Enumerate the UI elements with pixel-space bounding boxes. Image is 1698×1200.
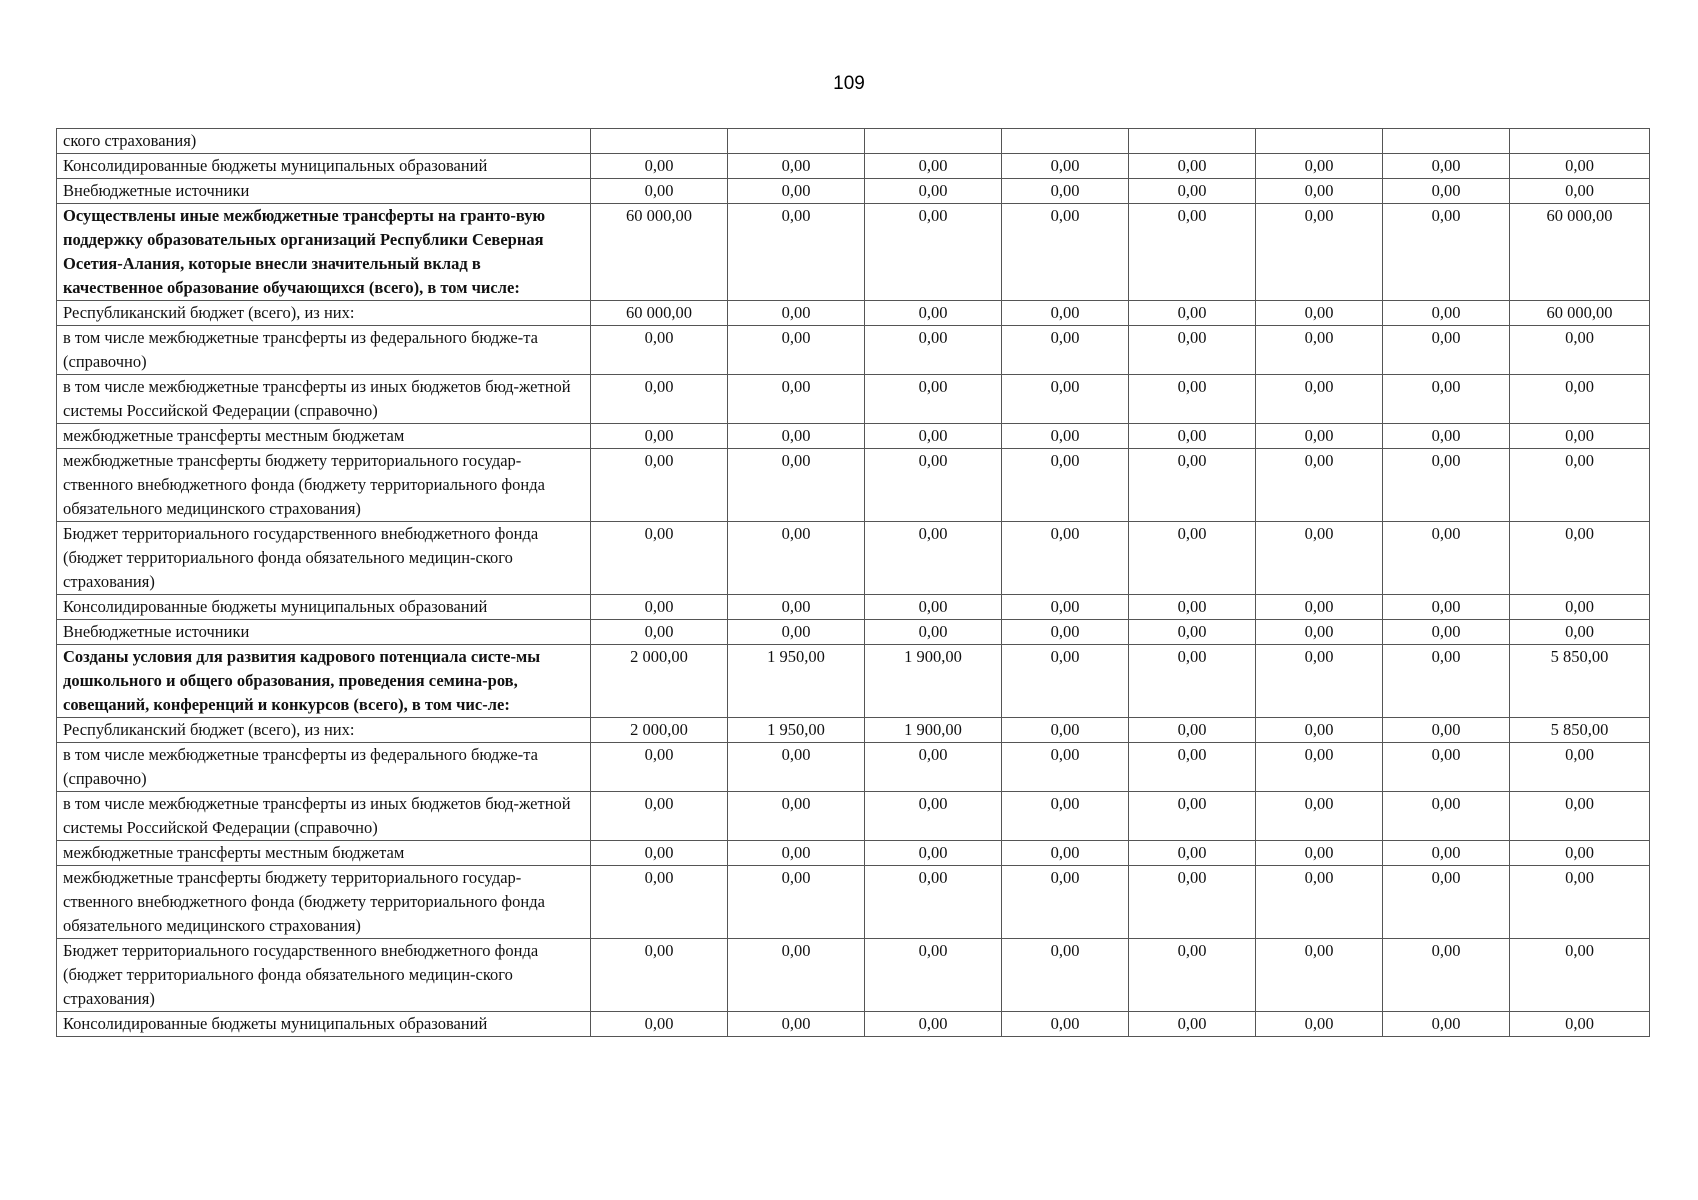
row-value: 0,00	[1510, 424, 1650, 449]
row-value: 0,00	[1256, 1012, 1383, 1037]
row-value: 0,00	[1002, 866, 1129, 939]
table-row	[57, 645, 1650, 718]
row-value: 0,00	[865, 792, 1002, 841]
row-value: 0,00	[1383, 424, 1510, 449]
row-value	[728, 129, 865, 154]
row-value: 0,00	[1129, 375, 1256, 424]
table-row	[57, 129, 1650, 154]
row-value: 0,00	[1002, 204, 1129, 301]
row-value: 0,00	[1129, 595, 1256, 620]
table-row	[57, 866, 1650, 939]
row-value: 0,00	[728, 301, 865, 326]
table-row	[57, 841, 1650, 866]
row-value: 0,00	[865, 326, 1002, 375]
row-value: 1 950,00	[728, 718, 865, 743]
row-value: 0,00	[1383, 792, 1510, 841]
budget-table-body	[57, 129, 1650, 1037]
row-value: 0,00	[1510, 743, 1650, 792]
row-value: 0,00	[728, 620, 865, 645]
row-value: 0,00	[1383, 301, 1510, 326]
row-value: 0,00	[1129, 424, 1256, 449]
row-value: 0,00	[1256, 841, 1383, 866]
row-value: 0,00	[728, 424, 865, 449]
row-value: 0,00	[1383, 866, 1510, 939]
budget-table	[56, 128, 1650, 1037]
row-value: 0,00	[865, 743, 1002, 792]
row-value: 0,00	[591, 792, 728, 841]
row-label: ского страхования)	[57, 129, 591, 154]
row-label: Созданы условия для развития кадрового потенциала систе-мы дошкольного и общего образования, проведения семина-ров, совещаний, конференций и конкурсов (всего), в том чис-ле:	[57, 645, 591, 718]
row-value: 0,00	[865, 620, 1002, 645]
row-label: в том числе межбюджетные трансферты из иных бюджетов бюд-жетной системы Российской Федерации (справочно)	[57, 375, 591, 424]
row-value: 0,00	[1383, 326, 1510, 375]
row-value: 0,00	[1002, 375, 1129, 424]
table-row	[57, 301, 1650, 326]
row-value: 0,00	[591, 866, 728, 939]
row-value: 0,00	[1383, 1012, 1510, 1037]
row-value: 0,00	[865, 522, 1002, 595]
row-value: 0,00	[728, 522, 865, 595]
row-value: 0,00	[865, 1012, 1002, 1037]
row-value: 0,00	[1256, 939, 1383, 1012]
row-label: межбюджетные трансферты бюджету территориального государ-ственного внебюджетного фонда (бюджету территориального фонда обязательного медицинского страхования)	[57, 449, 591, 522]
row-value: 0,00	[1383, 179, 1510, 204]
row-value: 0,00	[591, 326, 728, 375]
row-value: 5 850,00	[1510, 718, 1650, 743]
row-value: 0,00	[1002, 645, 1129, 718]
row-value: 0,00	[1002, 301, 1129, 326]
row-value: 0,00	[1256, 645, 1383, 718]
table-row	[57, 1012, 1650, 1037]
row-value	[1256, 129, 1383, 154]
row-value: 0,00	[1510, 449, 1650, 522]
row-value: 0,00	[1510, 154, 1650, 179]
row-value: 0,00	[1129, 449, 1256, 522]
row-value: 0,00	[1510, 792, 1650, 841]
row-value: 0,00	[1129, 743, 1256, 792]
row-value: 0,00	[728, 792, 865, 841]
row-value: 0,00	[1383, 620, 1510, 645]
row-value: 0,00	[865, 424, 1002, 449]
row-value: 0,00	[728, 743, 865, 792]
row-value: 2 000,00	[591, 645, 728, 718]
row-value: 0,00	[1002, 1012, 1129, 1037]
row-value: 0,00	[865, 866, 1002, 939]
row-value: 5 850,00	[1510, 645, 1650, 718]
row-value: 0,00	[1002, 449, 1129, 522]
row-value: 0,00	[865, 841, 1002, 866]
row-value: 60 000,00	[591, 301, 728, 326]
row-value: 0,00	[1256, 301, 1383, 326]
table-row	[57, 792, 1650, 841]
row-value: 0,00	[591, 449, 728, 522]
table-row	[57, 204, 1650, 301]
row-value: 0,00	[1256, 375, 1383, 424]
row-value: 1 900,00	[865, 718, 1002, 743]
row-value: 0,00	[591, 595, 728, 620]
row-value: 0,00	[1002, 179, 1129, 204]
row-value: 0,00	[1256, 424, 1383, 449]
row-value: 0,00	[1383, 522, 1510, 595]
row-value: 0,00	[1129, 866, 1256, 939]
row-value: 0,00	[1002, 595, 1129, 620]
row-value: 0,00	[591, 620, 728, 645]
row-value: 0,00	[865, 449, 1002, 522]
table-row	[57, 375, 1650, 424]
row-value: 0,00	[591, 154, 728, 179]
row-value: 0,00	[1510, 179, 1650, 204]
row-value: 0,00	[1129, 1012, 1256, 1037]
row-value: 0,00	[591, 424, 728, 449]
row-value	[1002, 129, 1129, 154]
table-row	[57, 939, 1650, 1012]
row-value: 0,00	[591, 841, 728, 866]
row-label: Бюджет территориального государственного внебюджетного фонда (бюджет территориального фонда обязательного медицин-ского страхования)	[57, 522, 591, 595]
row-value: 0,00	[1383, 743, 1510, 792]
row-value: 0,00	[1383, 595, 1510, 620]
table-row	[57, 595, 1650, 620]
row-value: 0,00	[728, 866, 865, 939]
table-row	[57, 424, 1650, 449]
row-value: 0,00	[1256, 620, 1383, 645]
row-value: 1 900,00	[865, 645, 1002, 718]
table-row	[57, 743, 1650, 792]
row-value: 0,00	[591, 743, 728, 792]
row-value: 0,00	[728, 1012, 865, 1037]
row-value: 0,00	[1510, 522, 1650, 595]
row-value: 0,00	[1129, 645, 1256, 718]
row-value: 0,00	[1002, 939, 1129, 1012]
row-value: 0,00	[1002, 326, 1129, 375]
row-value: 0,00	[728, 939, 865, 1012]
row-value: 0,00	[1383, 375, 1510, 424]
table-row	[57, 449, 1650, 522]
row-value: 60 000,00	[1510, 204, 1650, 301]
row-value: 0,00	[728, 179, 865, 204]
table-row	[57, 326, 1650, 375]
row-value: 0,00	[1129, 939, 1256, 1012]
row-label: в том числе межбюджетные трансферты из иных бюджетов бюд-жетной системы Российской Федерации (справочно)	[57, 792, 591, 841]
row-value: 0,00	[1256, 718, 1383, 743]
row-value: 0,00	[1129, 326, 1256, 375]
row-value: 0,00	[1002, 424, 1129, 449]
row-label: Внебюджетные источники	[57, 179, 591, 204]
row-label: Бюджет территориального государственного внебюджетного фонда (бюджет территориального фонда обязательного медицин-ского страхования)	[57, 939, 591, 1012]
row-value: 0,00	[1510, 595, 1650, 620]
row-label: в том числе межбюджетные трансферты из федерального бюдже-та (справочно)	[57, 743, 591, 792]
table-row	[57, 154, 1650, 179]
row-value: 0,00	[1129, 204, 1256, 301]
row-value: 0,00	[865, 204, 1002, 301]
row-value: 0,00	[865, 179, 1002, 204]
row-value: 0,00	[1510, 326, 1650, 375]
row-value: 0,00	[865, 154, 1002, 179]
row-value: 0,00	[1256, 154, 1383, 179]
page-number: 109	[833, 73, 865, 94]
row-label: межбюджетные трансферты местным бюджетам	[57, 841, 591, 866]
row-label: Консолидированные бюджеты муниципальных образований	[57, 1012, 591, 1037]
row-value	[1129, 129, 1256, 154]
row-label: Консолидированные бюджеты муниципальных образований	[57, 154, 591, 179]
row-label: Республиканский бюджет (всего), из них:	[57, 718, 591, 743]
row-value: 0,00	[865, 939, 1002, 1012]
row-value: 0,00	[1383, 939, 1510, 1012]
row-value: 0,00	[1510, 620, 1650, 645]
row-value: 0,00	[1383, 645, 1510, 718]
row-value: 60 000,00	[591, 204, 728, 301]
row-value: 0,00	[1129, 301, 1256, 326]
row-value: 0,00	[1002, 743, 1129, 792]
table-row	[57, 620, 1650, 645]
row-label: межбюджетные трансферты местным бюджетам	[57, 424, 591, 449]
row-value: 0,00	[1510, 375, 1650, 424]
row-value: 0,00	[1383, 204, 1510, 301]
row-value: 0,00	[1002, 620, 1129, 645]
row-value: 0,00	[1510, 939, 1650, 1012]
row-value: 0,00	[728, 449, 865, 522]
row-value	[865, 129, 1002, 154]
row-value: 0,00	[1002, 522, 1129, 595]
row-value: 2 000,00	[591, 718, 728, 743]
row-value	[591, 129, 728, 154]
row-value: 0,00	[1510, 841, 1650, 866]
row-value: 0,00	[1510, 866, 1650, 939]
row-value	[1383, 129, 1510, 154]
row-value: 0,00	[1256, 866, 1383, 939]
table-row	[57, 179, 1650, 204]
row-value: 0,00	[1256, 326, 1383, 375]
row-value: 0,00	[1256, 522, 1383, 595]
row-value: 0,00	[1129, 522, 1256, 595]
row-value: 0,00	[591, 522, 728, 595]
table-row	[57, 522, 1650, 595]
row-value: 0,00	[728, 204, 865, 301]
row-label: Республиканский бюджет (всего), из них:	[57, 301, 591, 326]
row-value: 0,00	[1002, 841, 1129, 866]
row-label: Осуществлены иные межбюджетные трансферты на гранто-вую поддержку образовательных организаций Республики Северная Осетия-Алания, которые внесли значительный вклад в качественное образование обучающихся (всего), в том числе:	[57, 204, 591, 301]
row-value: 0,00	[1256, 179, 1383, 204]
row-value: 0,00	[591, 375, 728, 424]
row-value: 0,00	[1002, 154, 1129, 179]
row-value: 0,00	[1002, 792, 1129, 841]
row-value: 0,00	[1256, 792, 1383, 841]
row-label: Внебюджетные источники	[57, 620, 591, 645]
row-value: 1 950,00	[728, 645, 865, 718]
row-value: 0,00	[591, 939, 728, 1012]
row-value: 0,00	[1256, 743, 1383, 792]
row-value: 0,00	[1129, 841, 1256, 866]
row-value: 0,00	[1129, 792, 1256, 841]
row-value: 0,00	[1510, 1012, 1650, 1037]
row-label: в том числе межбюджетные трансферты из федерального бюдже-та (справочно)	[57, 326, 591, 375]
row-value: 0,00	[1383, 841, 1510, 866]
row-value: 0,00	[1129, 718, 1256, 743]
row-value: 0,00	[728, 154, 865, 179]
row-value: 0,00	[865, 375, 1002, 424]
row-value: 0,00	[1383, 154, 1510, 179]
row-value: 0,00	[1383, 449, 1510, 522]
row-value: 0,00	[1383, 718, 1510, 743]
row-value: 0,00	[728, 841, 865, 866]
row-value: 0,00	[591, 1012, 728, 1037]
row-value: 0,00	[1129, 179, 1256, 204]
row-value: 0,00	[1129, 154, 1256, 179]
row-value: 0,00	[1129, 620, 1256, 645]
row-value: 0,00	[865, 595, 1002, 620]
row-value	[1510, 129, 1650, 154]
row-value: 0,00	[728, 326, 865, 375]
row-label: межбюджетные трансферты бюджету территориального государ-ственного внебюджетного фонда (бюджету территориального фонда обязательного медицинского страхования)	[57, 866, 591, 939]
row-value: 0,00	[1002, 718, 1129, 743]
row-value: 0,00	[1256, 595, 1383, 620]
row-label: Консолидированные бюджеты муниципальных образований	[57, 595, 591, 620]
row-value: 0,00	[1256, 204, 1383, 301]
row-value: 0,00	[728, 595, 865, 620]
row-value: 0,00	[1256, 449, 1383, 522]
table-row	[57, 718, 1650, 743]
row-value: 0,00	[591, 179, 728, 204]
row-value: 0,00	[865, 301, 1002, 326]
row-value: 0,00	[728, 375, 865, 424]
row-value: 60 000,00	[1510, 301, 1650, 326]
